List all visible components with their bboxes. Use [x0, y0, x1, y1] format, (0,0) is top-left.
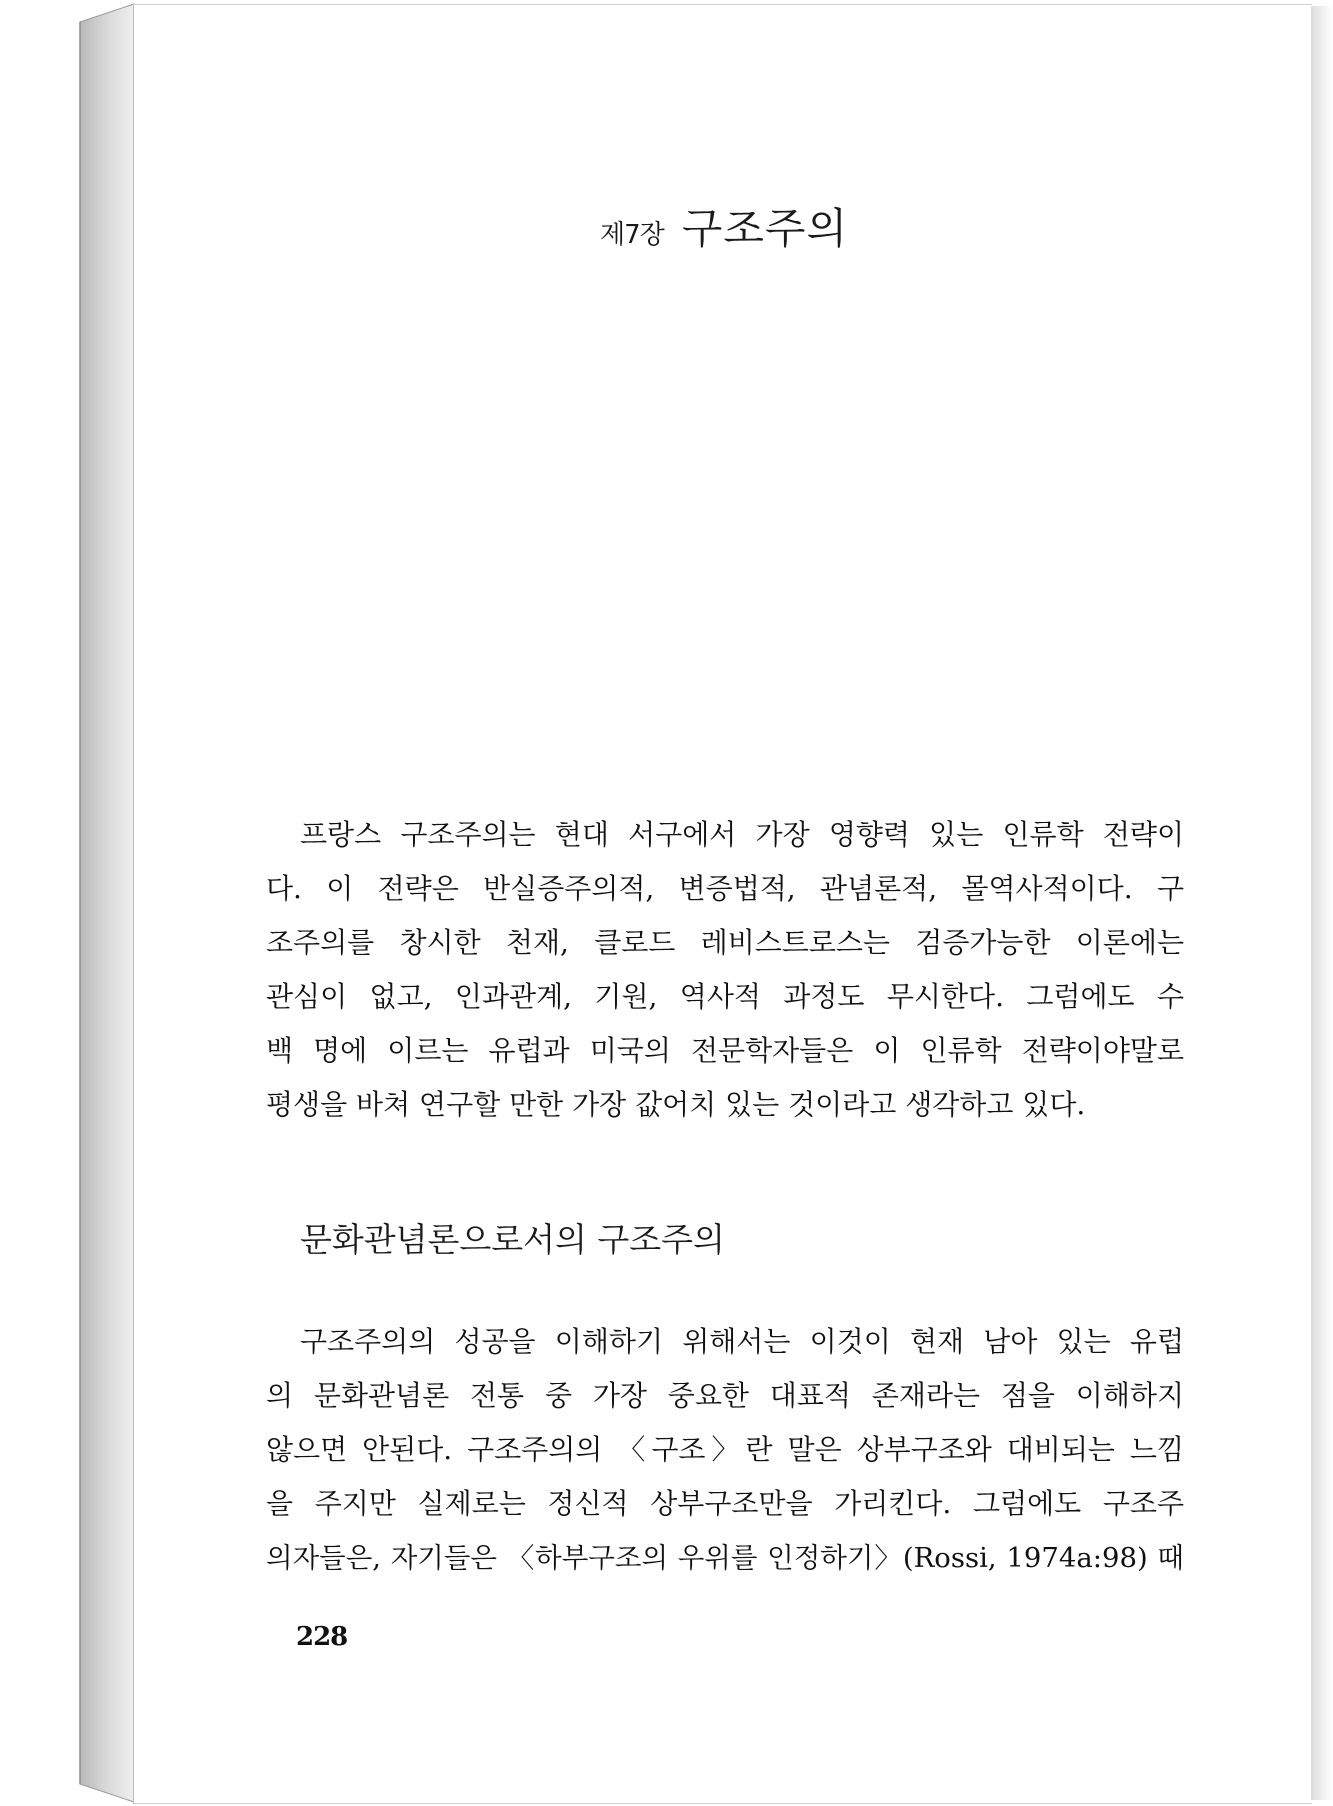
- paragraph-line: 다. 이 전략은 반실증주의적, 변증법적, 관념론적, 몰역사적이다. 구: [266, 872, 1184, 905]
- section-paragraph: [266, 1315, 1184, 1585]
- paragraph-line: 을 주지만 실제로는 정신적 상부구조만을 가리킨다. 그럼에도 구조주: [266, 1487, 1184, 1520]
- paragraph-line: 조주의를 창시한 천재, 클로드 레비스트로스는 검증가능한 이론에는: [266, 926, 1184, 959]
- chapter-heading: [600, 196, 860, 256]
- page-number: 228: [296, 1622, 348, 1652]
- paragraph-line: 관심이 없고, 인과관계, 기원, 역사적 과정도 무시한다. 그럼에도 수: [266, 980, 1184, 1013]
- paragraph-line: 프랑스 구조주의는 현대 서구에서 가장 영향력 있는 인류학 전략이: [300, 818, 1184, 851]
- paragraph-line: 평생을 바쳐 연구할 만한 가장 값어치 있는 것이라고 생각하고 있다.: [266, 1088, 1086, 1121]
- paragraph-line: 구조주의의 성공을 이해하기 위해서는 이것이 현재 남아 있는 유럽: [300, 1325, 1184, 1358]
- chapter-number: 제7장: [600, 220, 664, 250]
- intro-paragraph: [266, 808, 1184, 1132]
- chapter-title: 구조주의: [681, 204, 849, 253]
- paragraph-line: 않으면 안된다. 구조주의의 〈구조〉란 말은 상부구조와 대비되는 느낌: [266, 1433, 1184, 1466]
- paragraph-line: 의자들은, 자기들은 〈하부구조의 우위를 인정하기〉(Rossi, 1974a:98) 때: [266, 1542, 1184, 1574]
- paragraph-line: 의 문화관념론 전통 중 가장 중요한 대표적 존재라는 점을 이해하지: [266, 1379, 1184, 1412]
- paragraph-line: 백 명에 이르는 유럽과 미국의 전문학자들은 이 인류학 전략이야말로: [266, 1034, 1184, 1067]
- section-heading: 문화관념론으로서의 구조주의: [300, 1220, 725, 1259]
- page-edge-shadow: [1311, 6, 1333, 1800]
